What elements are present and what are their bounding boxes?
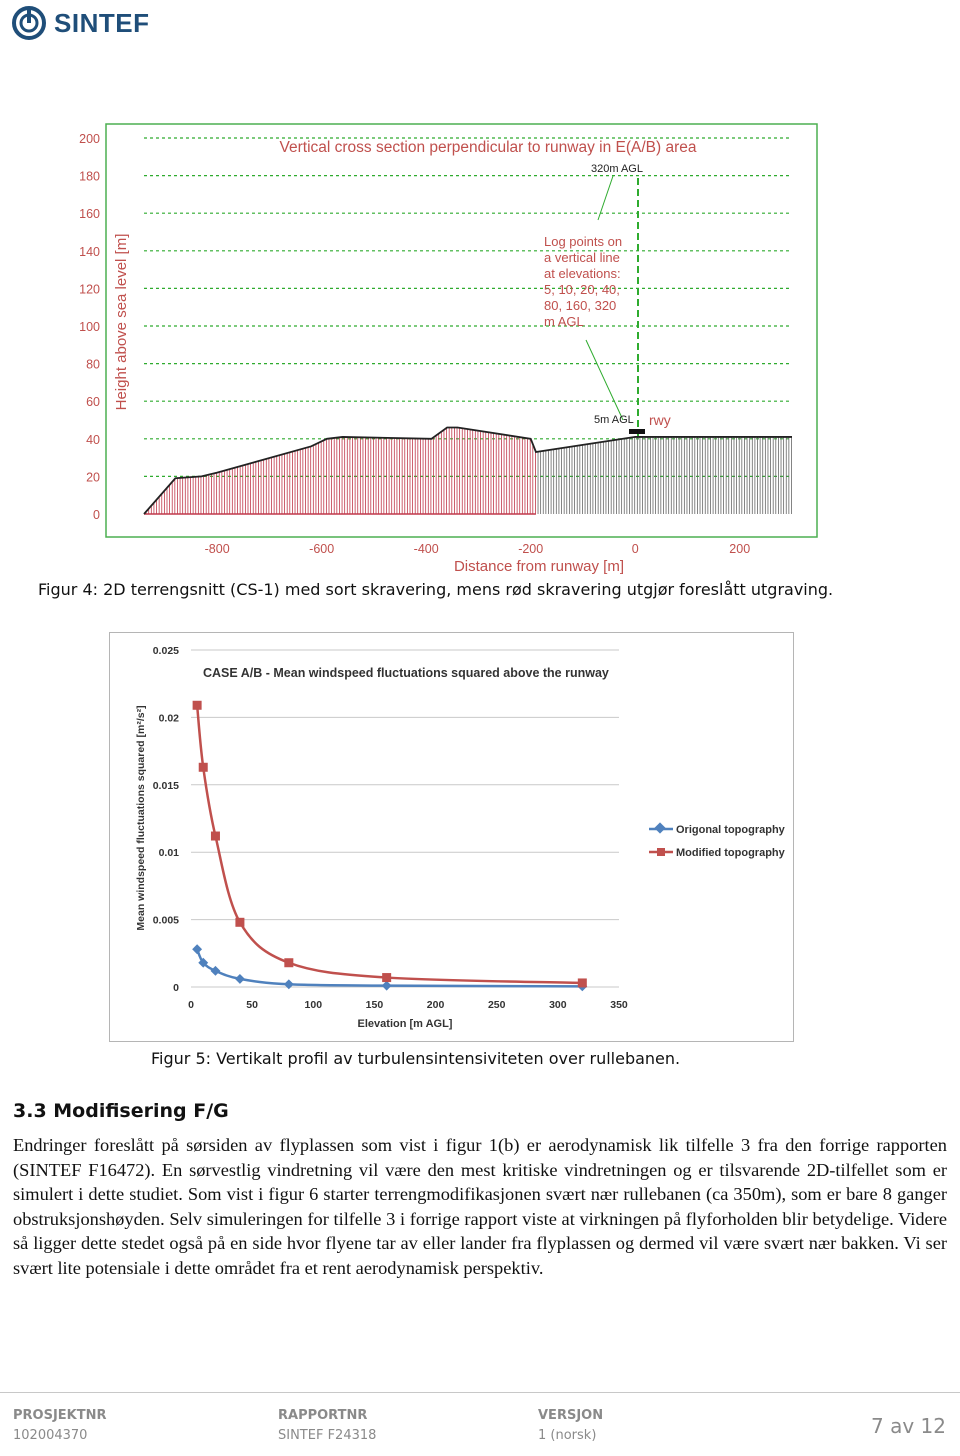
point-modified [211,832,220,841]
annotation-320m: 320m AGL [591,163,643,175]
y-tick-label: 40 [86,432,100,447]
y-tick-label: 0.01 [158,847,179,860]
y-tick-label: 140 [79,244,100,259]
x-tick-label: 250 [487,999,506,1011]
legend-label-modified: Modified topography [676,847,785,859]
y-tick-label: 160 [79,207,100,222]
annotation-5m: 5m AGL [594,414,634,426]
y-tick-labels [79,132,100,522]
y-tick-label: 0.015 [152,779,179,792]
x-tick-label: 100 [304,999,323,1011]
y-tick-label: 180 [79,169,100,184]
point-modified [382,973,391,982]
y-tick-label: 200 [79,132,100,146]
section-body: Endringer foreslått på sørsiden av flyplassen som vist i figur 1(b) er aerodynamisk lik tilfelle 3 fra den forrige rapporten (SINTEF F16472). En sørvestlig vindretning vil være den mest kritiske vindretningen og er tilsvarende 2D-tilfellet som er simulert i dette studiet. Som vist i figur 6 starter terrengmodifikasjonen svært nær rullebanen (ca 350m), som er bare 8 ganger obstruksjonshøyden. Selv simuleringen for tilfelle 3 i forrige rapport viste at virkningen på flyforholden blir betydelige. Videre så ligger dette stedet også på en side hvor flyene tar av eller lander fra flyplassen og dermed vil være svært nær bakken. Vi ser svært lite potensiale i dette området fra et rent aerodynamisk perspektiv. [13,1135,947,1278]
windspeed-chart [109,632,795,1043]
annotation-log-4: 5, 10, 20, 40, [544,282,620,297]
chart-title: CASE A/B - Mean windspeed fluctuations squared above the runway [203,666,609,680]
annotation-log-5: 80, 160, 320 [544,298,617,313]
sintef-logo [12,6,182,38]
annotation-log-2: a vertical line [544,250,620,265]
y-tick-label: 0 [93,508,100,522]
annotation-rwy: rwy [649,412,671,428]
y-tick-label: 80 [86,357,100,372]
footer-versjon-label: VERSJON [538,1408,604,1423]
y-tick-label: 0 [173,982,179,994]
figure5-caption: Figur 5: Vertikalt profil av turbulensintensiviteten over rullebanen. [151,1049,681,1068]
footer-divider [0,1392,960,1393]
chart-title: Vertical cross section perpendicular to runway in E(A/B) area [279,139,697,156]
y-tick-label: 100 [79,320,100,334]
x-tick-label: 0 [631,542,639,556]
point-modified [578,978,587,987]
y-tick-label: 60 [86,395,100,410]
footer-rapportnr-value: SINTEF F24318 [278,1428,377,1443]
x-tick-labels [205,542,751,556]
point-modified [235,918,244,927]
annotation-log-1: Log points on [544,234,623,249]
x-tick-label: 0 [188,999,194,1011]
page-number: 7 av 12 [871,1414,946,1438]
y-tick-label: 20 [86,470,100,485]
x-tick-label: 350 [610,999,628,1011]
annotation-log-6: m AGL [544,314,584,329]
y-tick-label: 0.005 [152,914,179,927]
runway-marker [629,429,645,434]
figure4-caption: Figur 4: 2D terrengsnitt (CS-1) med sort skravering, mens rød skravering utgjør foreslått utgraving. [38,580,834,599]
y-tick-label: 0.025 [152,645,179,657]
y-tick-label: 0.02 [158,712,179,725]
x-tick-label: 150 [365,999,384,1011]
section-heading: 3.3 Modifisering F/G [13,1100,229,1122]
point-modified [199,763,208,772]
legend-label-original: Origonal topography [676,824,785,836]
x-tick-label: -200 [518,542,544,556]
x-tick-label: 300 [549,999,567,1011]
x-tick-label: -800 [204,542,230,556]
x-axis-label: Distance from runway [m] [453,558,625,575]
x-tick-label: -600 [309,542,335,556]
logo-text: SINTEF [54,8,150,38]
annotation-log-3: at elevations: [544,266,621,281]
footer-prosjektnr-value: 102004370 [13,1428,88,1443]
x-tick-label: 50 [246,999,258,1011]
y-axis-label: Height above sea level [m] [113,233,130,411]
footer-rapportnr-label: RAPPORTNR [278,1408,368,1423]
y-axis-label: Mean windspeed fluctuations squared [m²/s²] [135,705,147,931]
cross-section-chart [78,118,828,580]
x-tick-label: 200 [426,999,445,1011]
x-axis-label: Elevation [m AGL] [357,1018,453,1030]
y-tick-label: 120 [79,282,100,297]
point-modified [193,701,202,710]
footer-prosjektnr-label: PROSJEKTNR [13,1408,107,1423]
point-modified [284,958,293,967]
x-tick-label: 200 [729,542,751,556]
footer-versjon-value: 1 (norsk) [538,1428,597,1443]
x-tick-label: -400 [413,542,439,556]
sintef-logo-icon [12,6,46,40]
